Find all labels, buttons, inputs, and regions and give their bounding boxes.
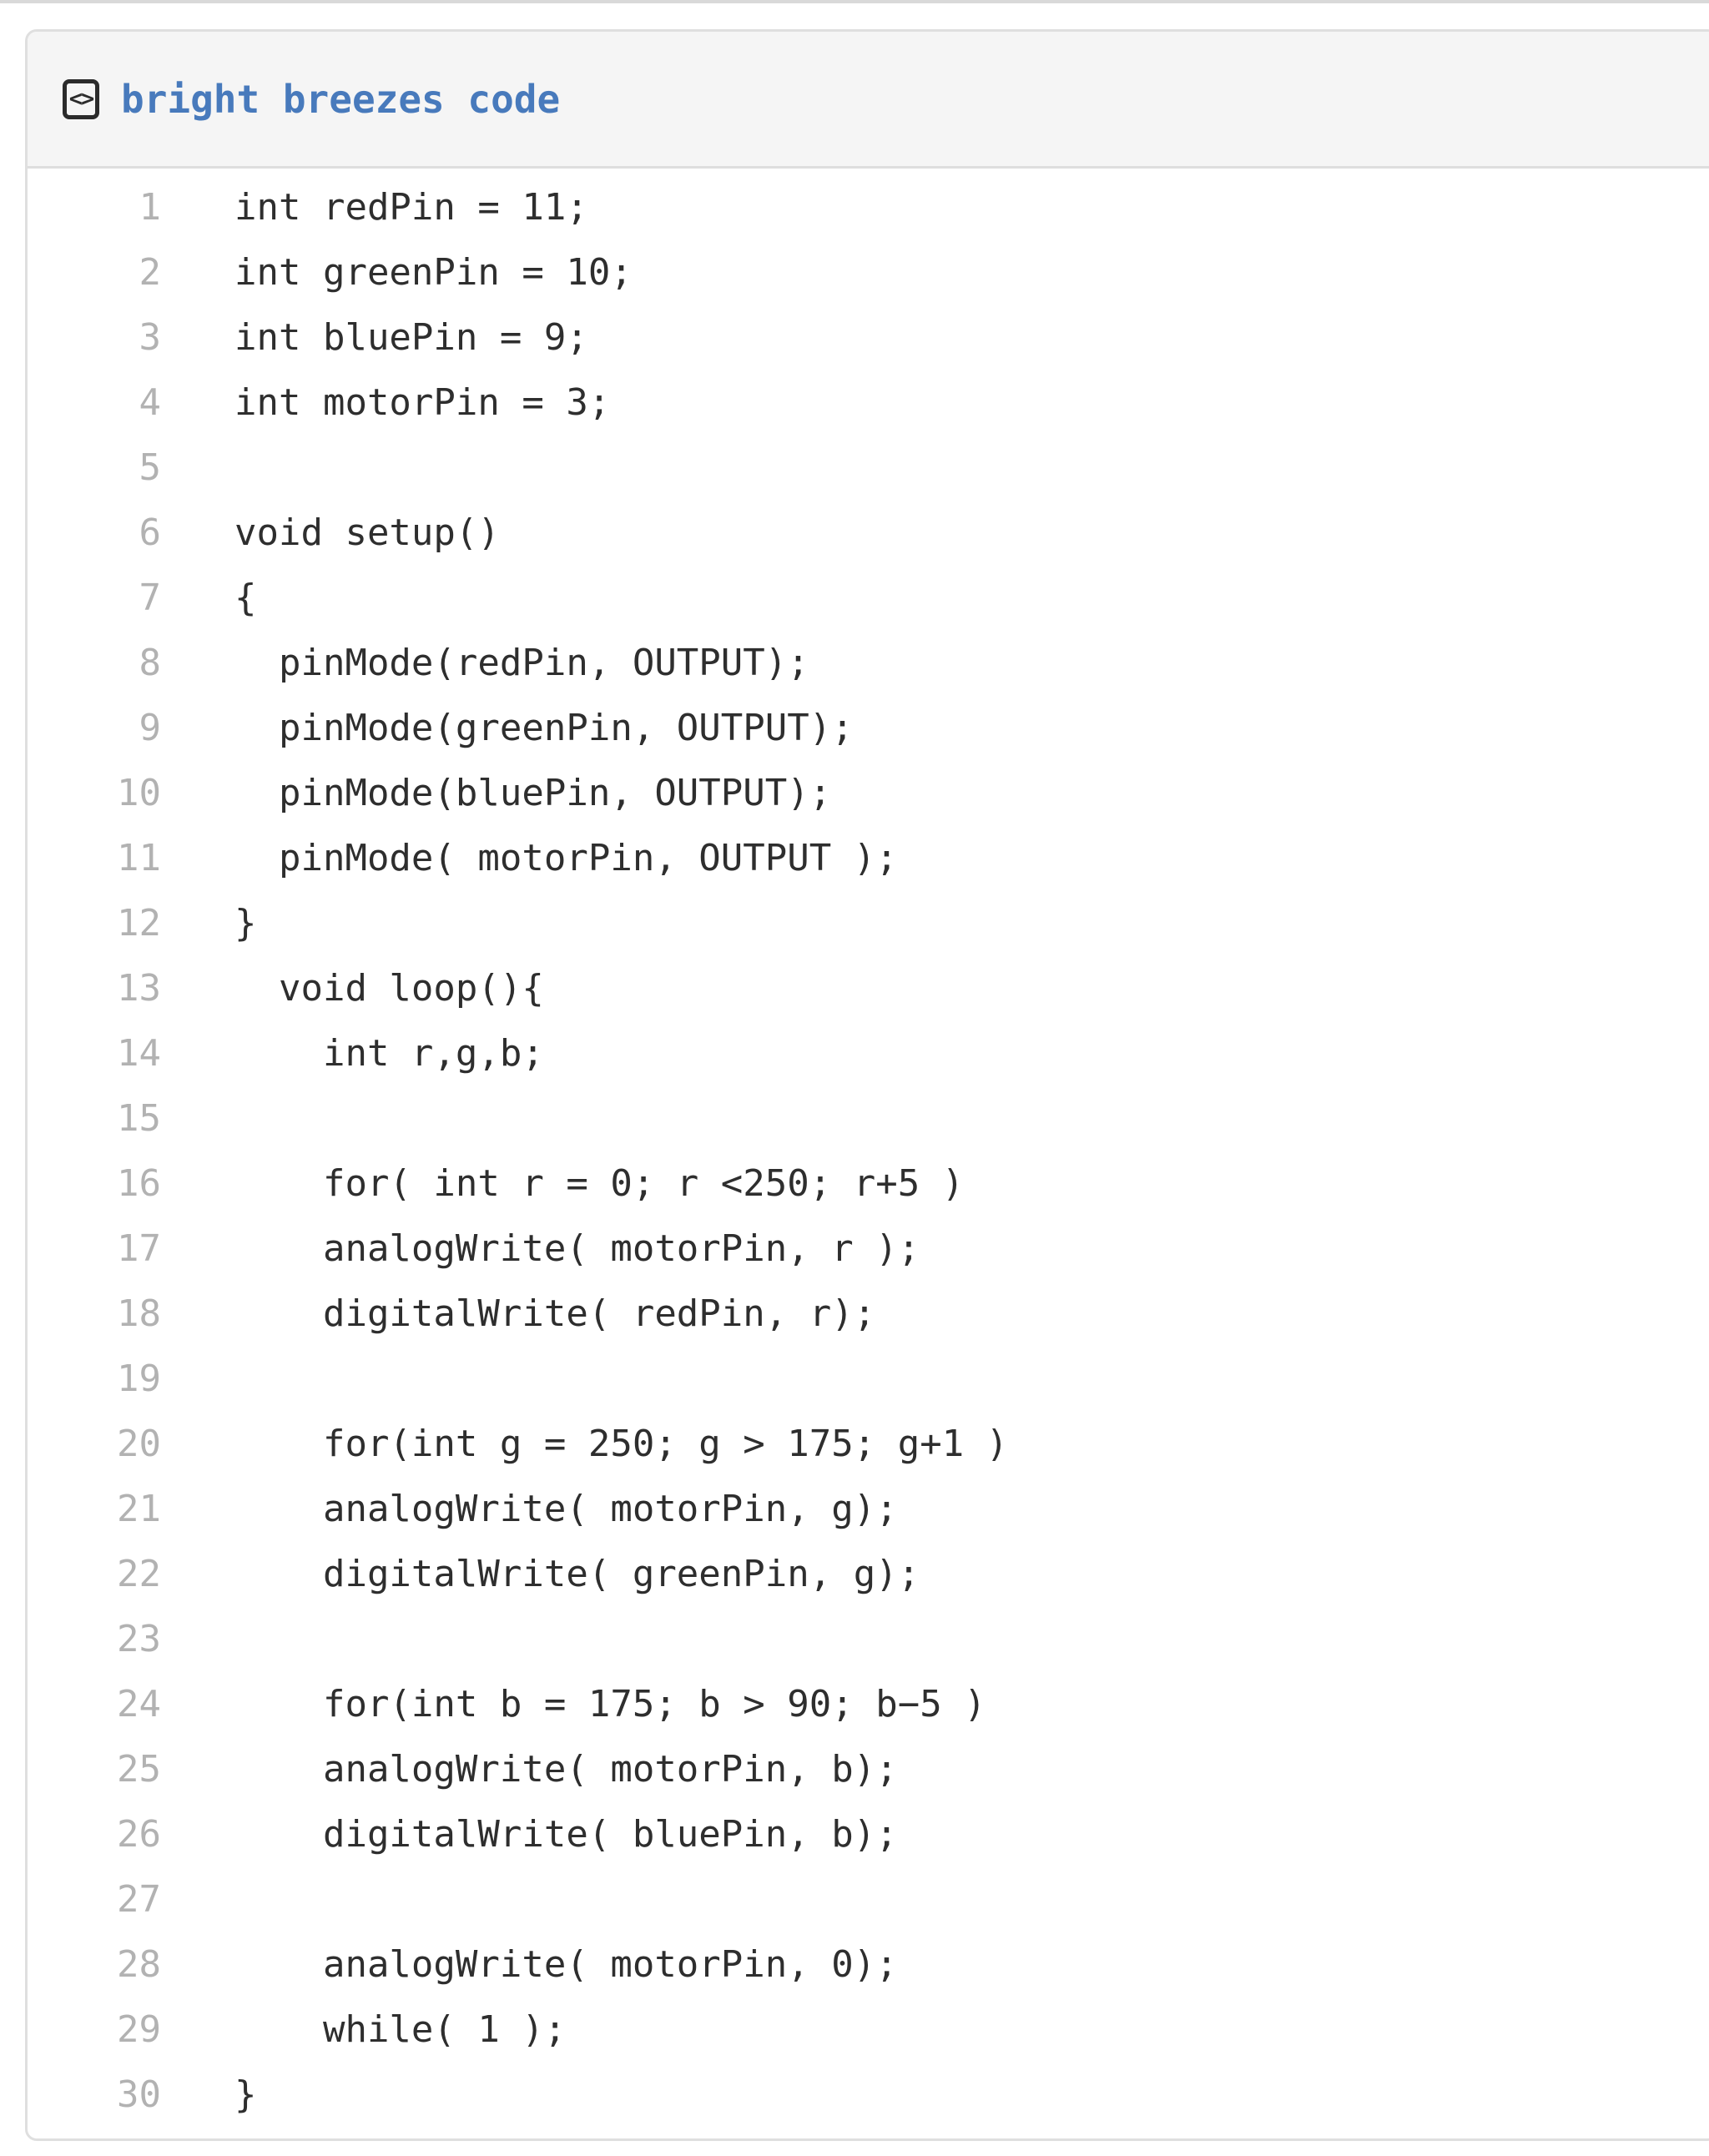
code-line-text	[161, 436, 234, 501]
code-line-text: int bluePin = 9;	[234, 316, 588, 359]
code-line-text	[161, 1867, 234, 1932]
line-number: 28	[117, 1943, 161, 1986]
line-number: 15	[117, 1097, 161, 1140]
code-line	[28, 436, 1709, 501]
code-line-text: digitalWrite( greenPin, g);	[234, 1553, 920, 1595]
line-number: 27	[117, 1878, 161, 1921]
line-number: 22	[117, 1553, 161, 1595]
code-line	[28, 631, 1709, 696]
code-line	[28, 1997, 1709, 2063]
code-line-text: {	[234, 577, 257, 619]
line-number: 6	[139, 511, 161, 554]
code-line-text	[161, 1347, 234, 1412]
code-line	[28, 240, 1709, 305]
line-number: 25	[117, 1748, 161, 1791]
code-line-text: int r,g,b;	[234, 1032, 544, 1075]
page-top-divider	[0, 0, 1709, 3]
code-line	[28, 1542, 1709, 1607]
code-line	[28, 1672, 1709, 1737]
line-number: 21	[117, 1488, 161, 1530]
code-line	[28, 1607, 1709, 1672]
code-line-text: for( int r = 0; r <250; r+5 )	[234, 1162, 965, 1205]
code-line	[28, 956, 1709, 1021]
line-number: 11	[117, 837, 161, 879]
line-number: 13	[117, 967, 161, 1010]
code-line	[28, 1021, 1709, 1086]
code-line-text: pinMode( motorPin, OUTPUT );	[234, 837, 898, 879]
code-line	[28, 1932, 1709, 1997]
code-line-text: int motorPin = 3;	[234, 381, 611, 424]
line-number: 17	[117, 1227, 161, 1270]
line-number: 12	[117, 902, 161, 945]
line-number: 26	[117, 1813, 161, 1856]
line-number: 3	[139, 316, 161, 359]
code-line-text: }	[234, 2073, 257, 2116]
code-line-text: pinMode(redPin, OUTPUT);	[234, 642, 809, 684]
line-number: 19	[117, 1358, 161, 1400]
code-line	[28, 1217, 1709, 1282]
code-line	[28, 501, 1709, 566]
code-line	[28, 826, 1709, 891]
code-line	[28, 1867, 1709, 1932]
code-line-text: for(int g = 250; g > 175; g+1 )	[234, 1423, 1009, 1465]
code-line-text: analogWrite( motorPin, g);	[234, 1488, 898, 1530]
line-number: 9	[139, 707, 161, 749]
line-number: 4	[139, 381, 161, 424]
code-line	[28, 761, 1709, 826]
line-number: 1	[139, 186, 161, 229]
code-line	[28, 696, 1709, 761]
line-number: 20	[117, 1423, 161, 1465]
code-brackets-icon: <>	[63, 79, 99, 119]
code-line-text: }	[234, 902, 257, 945]
line-number: 2	[139, 251, 161, 294]
code-line	[28, 1347, 1709, 1412]
line-number: 30	[117, 2073, 161, 2116]
line-number: 5	[139, 446, 161, 489]
line-number: 16	[117, 1162, 161, 1205]
code-line	[28, 175, 1709, 240]
code-line	[28, 891, 1709, 956]
code-line-text: digitalWrite( bluePin, b);	[234, 1813, 898, 1856]
code-line	[28, 566, 1709, 631]
code-line-text: while( 1 );	[234, 2008, 567, 2051]
code-line	[28, 370, 1709, 436]
code-line-text: for(int b = 175; b > 90; b−5 )	[234, 1683, 986, 1725]
code-line	[28, 2063, 1709, 2128]
code-card-title-link[interactable]: bright breezes code	[121, 76, 561, 122]
line-number: 14	[117, 1032, 161, 1075]
line-number: 23	[117, 1618, 161, 1660]
code-line-text	[161, 1607, 234, 1672]
code-line	[28, 1282, 1709, 1347]
code-line	[28, 305, 1709, 370]
code-line-text: digitalWrite( redPin, r);	[234, 1292, 876, 1335]
code-line	[28, 1086, 1709, 1151]
code-line-text: void setup()	[234, 511, 500, 554]
code-line-text: int greenPin = 10;	[234, 251, 633, 294]
code-line-text: void loop(){	[234, 967, 544, 1010]
code-line-text: analogWrite( motorPin, r );	[234, 1227, 920, 1270]
code-line-text: analogWrite( motorPin, 0);	[234, 1943, 898, 1986]
code-snippet-card	[25, 29, 1709, 2141]
code-line	[28, 1151, 1709, 1217]
line-number: 29	[117, 2008, 161, 2051]
code-line	[28, 1802, 1709, 1867]
code-line	[28, 1737, 1709, 1802]
code-line-text	[161, 1086, 234, 1151]
code-line-text: pinMode(bluePin, OUTPUT);	[234, 772, 832, 814]
line-number: 24	[117, 1683, 161, 1725]
line-number: 7	[139, 577, 161, 619]
code-body	[28, 169, 1709, 2133]
code-line-text: pinMode(greenPin, OUTPUT);	[234, 707, 854, 749]
line-number: 8	[139, 642, 161, 684]
code-line	[28, 1477, 1709, 1542]
line-number: 10	[117, 772, 161, 814]
code-line	[28, 1412, 1709, 1477]
code-card-header	[28, 32, 1709, 169]
code-line-text: int redPin = 11;	[234, 186, 588, 229]
code-line-text: analogWrite( motorPin, b);	[234, 1748, 898, 1791]
line-number: 18	[117, 1292, 161, 1335]
